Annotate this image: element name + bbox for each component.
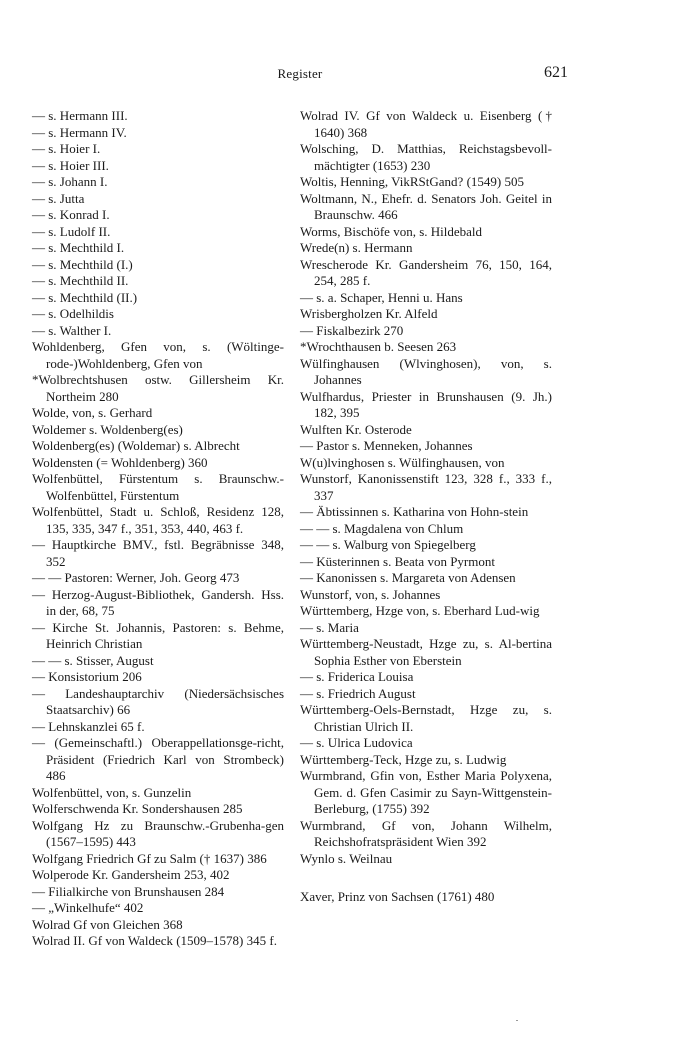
index-entry: — s. Johann I. bbox=[32, 174, 108, 189]
index-entry: Woltis, Henning, VikRStGand? (1549) 505 bbox=[300, 174, 524, 189]
section-gap bbox=[300, 867, 552, 889]
index-entry: Württemberg-Neustadt, Hzge zu, s. Al-bertina Sophia Esther von Eberstein bbox=[300, 636, 552, 668]
index-entry: — Kirche St. Johannis, Pastoren: s. Behme, Heinrich Christian bbox=[32, 619, 284, 651]
index-entry: Wolrad II. Gf von Waldeck (1509–1578) 345 f. bbox=[32, 933, 277, 948]
scan-speck bbox=[516, 1020, 518, 1021]
index-entry: — s. Mechthild I. bbox=[32, 240, 125, 255]
index-entry: — (Gemeinschaftl.) Oberappellationsge-richt, Präsident (Friedrich Karl von Strombeck) 486 bbox=[32, 735, 284, 783]
index-entry: Woldemer s. Woldenberg(es) bbox=[32, 421, 183, 437]
index-entry: Worms, Bischöfe von, s. Hildebald bbox=[300, 223, 483, 239]
index-entry: Wolfenbüttel, Fürstentum s. Braunschw.-Wolfenbüttel, Fürstentum bbox=[32, 471, 284, 503]
index-entry: Woldenberg(es) (Woldemar) s. Albrecht bbox=[32, 438, 240, 453]
index-entry: W(u)lvinghosen s. Wülfinghausen, von bbox=[300, 454, 505, 470]
index-entry: Wulften Kr. Osterode bbox=[300, 421, 412, 437]
index-entry: Württemberg, Hzge von, s. Eberhard Lud-wig bbox=[300, 603, 540, 618]
index-entry: Wolfenbüttel, von, s. Gunzelin bbox=[32, 784, 192, 800]
index-entry: Wolsching, D. Matthias, Reichstagsbevoll-mächtigter (1653) 230 bbox=[300, 141, 552, 173]
index-column-right bbox=[300, 108, 552, 906]
page-header bbox=[0, 66, 700, 90]
index-entry: Woldensten (= Wohldenberg) 360 bbox=[32, 454, 208, 470]
index-entry: Wrescherode Kr. Gandersheim 76, 150, 164, 254, 285 f. bbox=[300, 256, 552, 288]
index-entry: — s. Walther I. bbox=[32, 322, 112, 338]
index-entry: Wolfenbüttel, Stadt u. Schloß, Residenz 128, 135, 335, 347 f., 351, 353, 440, 463 f. bbox=[32, 504, 284, 536]
index-entry: Wolrad Gf von Gleichen 368 bbox=[32, 916, 183, 932]
index-entry: — s. Friderica Louisa bbox=[300, 669, 414, 684]
index-entry: Wurmbrand, Gfin von, Esther Maria Polyxena, Gem. d. Gfen Casimir zu Sayn-Wittgenstein-Berleburg, (1755) 392 bbox=[300, 768, 552, 816]
index-entry: — s. Mechthild II. bbox=[32, 273, 129, 288]
index-entry: Württemberg-Oels-Bernstadt, Hzge zu, s. Christian Ulrich II. bbox=[300, 702, 552, 734]
index-entry: — s. Hoier I. bbox=[32, 141, 101, 156]
index-entry: — s. Ludolf II. bbox=[32, 223, 111, 239]
index-entry: — s. Mechthild (II.) bbox=[32, 289, 138, 305]
index-entry: — s. Hermann III. bbox=[32, 108, 128, 123]
index-entry: — — s. Magdalena von Chlum bbox=[300, 520, 464, 536]
index-entry: — — s. Walburg von Spiegelberg bbox=[300, 537, 476, 552]
index-entry: — s. Maria bbox=[300, 619, 359, 635]
index-entry: — s. Mechthild (I.) bbox=[32, 256, 133, 272]
index-entry: — s. Ulrica Ludovica bbox=[300, 735, 413, 750]
index-entry: — Fiskalbezirk 270 bbox=[300, 322, 404, 338]
index-entry: Wynlo s. Weilnau bbox=[300, 850, 393, 866]
index-entry: Wolfgang Hz zu Braunschw.-Grubenha-gen (1567–1595) 443 bbox=[32, 817, 284, 849]
index-entry: — Pastor s. Menneken, Johannes bbox=[300, 438, 473, 453]
index-entry: — s. Jutta bbox=[32, 190, 85, 206]
index-entry: — Kanonissen s. Margareta von Adensen bbox=[300, 570, 516, 585]
index-entry: — s. Hermann IV. bbox=[32, 124, 127, 140]
index-entry: Wunstorf, von, s. Johannes bbox=[300, 586, 441, 602]
page-number: 621 bbox=[544, 64, 568, 81]
index-entry: — Küsterinnen s. Beata von Pyrmont bbox=[300, 553, 495, 569]
index-entry: Wolferschwenda Kr. Sondershausen 285 bbox=[32, 801, 243, 816]
index-entry: Wulfhardus, Priester in Brunshausen (9. Jh.) 182, 395 bbox=[300, 388, 552, 420]
index-entry: — — Pastoren: Werner, Joh. Georg 473 bbox=[32, 570, 240, 585]
index-entry: — Filialkirche von Brunshausen 284 bbox=[32, 883, 225, 899]
index-entry: — Hauptkirche BMV., fstl. Begräbnisse 348, 352 bbox=[32, 537, 284, 569]
index-entry: — Konsistorium 206 bbox=[32, 669, 142, 684]
index-entry: — — s. Stisser, August bbox=[32, 652, 154, 668]
index-entry: — Herzog-August-Bibliothek, Gandersh. Hss. in der, 68, 75 bbox=[32, 586, 284, 618]
index-entry: — s. Hoier III. bbox=[32, 157, 109, 173]
index-entry: Wrisbergholzen Kr. Alfeld bbox=[300, 306, 438, 321]
index-entry: Wunstorf, Kanonissenstift 123, 328 f., 333 f., 337 bbox=[300, 471, 552, 503]
index-entry: Württemberg-Teck, Hzge zu, s. Ludwig bbox=[300, 751, 507, 767]
index-entry: — „Winkelhufe“ 402 bbox=[32, 900, 144, 915]
index-entry: Xaver, Prinz von Sachsen (1761) 480 bbox=[300, 889, 495, 904]
index-entry: — Lehnskanzlei 65 f. bbox=[32, 718, 145, 734]
index-entry: Woltmann, N., Ehefr. d. Senators Joh. Geitel in Braunschw. 466 bbox=[300, 190, 552, 222]
index-entry: Wrede(n) s. Hermann bbox=[300, 240, 413, 255]
index-entry: — s. Friedrich August bbox=[300, 685, 416, 701]
index-entry: — s. a. Schaper, Henni u. Hans bbox=[300, 289, 463, 305]
index-entry: — Äbtissinnen s. Katharina von Hohn-stein bbox=[300, 504, 529, 519]
index-entry: Wolde, von, s. Gerhard bbox=[32, 405, 153, 420]
index-entry: Wolfgang Friedrich Gf zu Salm († 1637) 386 bbox=[32, 850, 267, 866]
index-entry: Wohldenberg, Gfen von, s. (Wöltinge-rode-)Wohldenberg, Gfen von bbox=[32, 339, 284, 371]
running-head: Register bbox=[277, 66, 323, 81]
index-entry: Wülfinghausen (Wlvinghosen), von, s. Johannes bbox=[300, 355, 552, 387]
index-entry: Wolrad IV. Gf von Waldeck u. Eisenberg († 1640) 368 bbox=[300, 108, 552, 140]
index-entry: *Wolbrechtshusen ostw. Gillersheim Kr. Northeim 280 bbox=[32, 372, 284, 404]
index-entry: Wolperode Kr. Gandersheim 253, 402 bbox=[32, 867, 230, 882]
index-entry: — s. Odelhildis bbox=[32, 306, 114, 321]
index-entry: *Wrochthausen b. Seesen 263 bbox=[300, 339, 457, 354]
index-entry: — Landeshauptarchiv (Niedersächsisches Staatsarchiv) 66 bbox=[32, 685, 284, 717]
index-entry: Wurmbrand, Gf von, Johann Wilhelm, Reichshofratspräsident Wien 392 bbox=[300, 817, 552, 849]
index-column-left bbox=[32, 108, 284, 950]
index-entry: — s. Konrad I. bbox=[32, 207, 110, 222]
